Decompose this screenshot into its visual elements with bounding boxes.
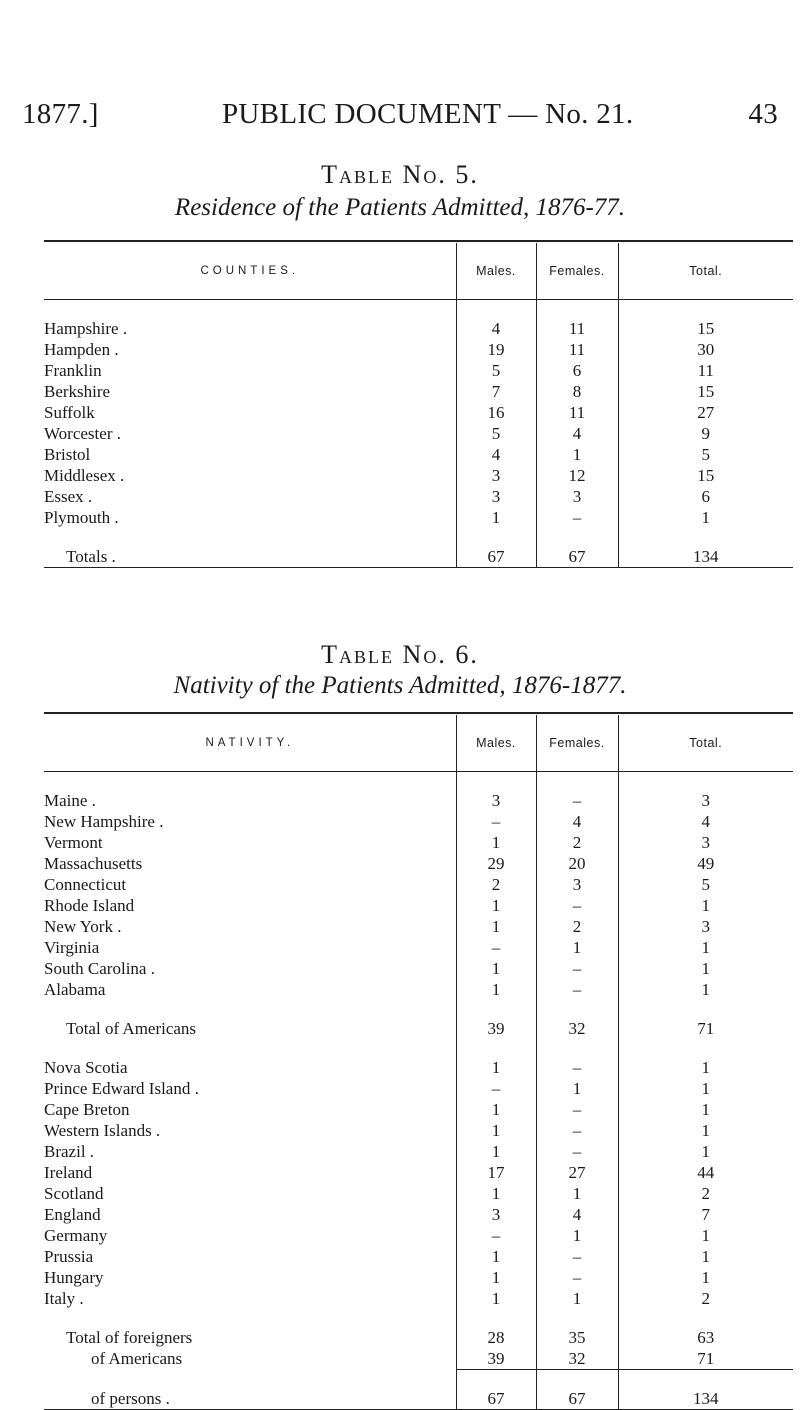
table-row	[44, 402, 793, 423]
row-label: Prussia	[44, 1247, 94, 1266]
row-label: Essex .	[44, 487, 93, 506]
total-value: 44	[618, 1162, 793, 1183]
row-label: Total of foreigners	[66, 1328, 193, 1347]
females-value: 20	[536, 853, 618, 874]
total-value: 1	[618, 1099, 793, 1120]
row-label: South Carolina .	[44, 959, 155, 978]
table5	[44, 243, 793, 568]
total-value: 5	[618, 874, 793, 895]
table-row	[44, 423, 793, 444]
males-value: 5	[456, 423, 536, 444]
row-label: Rhode Island	[44, 896, 135, 915]
total-value: 1	[618, 507, 793, 528]
total-value: 1	[618, 1141, 793, 1162]
males-value: 3	[456, 486, 536, 507]
females-value: –	[536, 1267, 618, 1288]
males-value: 67	[456, 546, 536, 568]
row-label: Italy .	[44, 1289, 84, 1308]
males-value: 1	[456, 916, 536, 937]
table-row	[44, 1246, 793, 1267]
row-label: of persons .	[44, 1388, 456, 1410]
males-value: 1	[456, 1141, 536, 1162]
males-value: 1	[456, 958, 536, 979]
total-value: 134	[618, 1388, 793, 1410]
table-row	[44, 465, 793, 486]
total-value: 7	[618, 1204, 793, 1225]
table-row	[44, 790, 793, 811]
row-label: Worcester .	[44, 424, 121, 443]
females-value: 11	[536, 318, 618, 339]
column-header-total: Total.	[618, 243, 793, 300]
table-row	[44, 1141, 793, 1162]
males-value: 1	[456, 1057, 536, 1078]
row-label: Suffolk	[44, 403, 95, 422]
females-value: 4	[536, 1204, 618, 1225]
row-label: Western Islands .	[44, 1121, 161, 1140]
table-row	[44, 360, 793, 381]
females-value: –	[536, 1120, 618, 1141]
males-value: 19	[456, 339, 536, 360]
females-value: 1	[536, 1288, 618, 1309]
row-label: of Americans	[91, 1349, 183, 1369]
females-value: 2	[536, 916, 618, 937]
of-americans-row	[44, 1348, 793, 1370]
row-label: Brazil .	[44, 1142, 95, 1161]
females-value: 67	[536, 1388, 618, 1410]
males-value: 5	[456, 360, 536, 381]
total-value: 2	[618, 1183, 793, 1204]
females-value: 6	[536, 360, 618, 381]
males-value: 28	[456, 1327, 536, 1348]
males-value: 1	[456, 1246, 536, 1267]
males-value: 17	[456, 1162, 536, 1183]
table-row	[44, 853, 793, 874]
males-value: –	[456, 811, 536, 832]
total-value: 27	[618, 402, 793, 423]
table-row	[44, 874, 793, 895]
total-foreigners-row	[44, 1327, 793, 1348]
table5-subtitle: Residence of the Patients Admitted, 1876-77.	[174, 194, 626, 221]
females-value: 1	[536, 937, 618, 958]
row-label: Middlesex .	[44, 466, 125, 485]
row-label: Massachusetts	[44, 854, 143, 873]
of-persons-row	[44, 1388, 793, 1410]
table5-totals-row	[44, 546, 793, 568]
males-value: –	[456, 1225, 536, 1246]
males-value: 1	[456, 1099, 536, 1120]
table-row	[44, 832, 793, 853]
males-value: 1	[456, 1288, 536, 1309]
header-document-title: PUBLIC DOCUMENT — No. 21.	[222, 98, 634, 130]
table-row	[44, 958, 793, 979]
table-row	[44, 1204, 793, 1225]
row-label: Nova Scotia	[44, 1058, 128, 1077]
females-value: 8	[536, 381, 618, 402]
row-label: Total of Americans	[66, 1019, 197, 1038]
females-value: –	[536, 1099, 618, 1120]
total-value: 1	[618, 1120, 793, 1141]
table-row	[44, 937, 793, 958]
females-value: 67	[536, 546, 618, 568]
females-value: –	[536, 1246, 618, 1267]
table-row	[44, 507, 793, 528]
total-value: 11	[618, 360, 793, 381]
row-label: New Hampshire .	[44, 812, 164, 831]
males-value: 7	[456, 381, 536, 402]
males-value: 2	[456, 874, 536, 895]
row-label: Hungary	[44, 1268, 104, 1287]
table-row	[44, 1267, 793, 1288]
row-label: Vermont	[44, 833, 103, 852]
females-value: 1	[536, 1183, 618, 1204]
total-value: 49	[618, 853, 793, 874]
females-value: 4	[536, 811, 618, 832]
column-header-total: Total.	[618, 715, 793, 772]
males-value: 1	[456, 979, 536, 1000]
males-value: –	[456, 937, 536, 958]
table-row	[44, 1057, 793, 1078]
total-value: 2	[618, 1288, 793, 1309]
females-value: 3	[536, 486, 618, 507]
males-value: 1	[456, 507, 536, 528]
total-value: 1	[618, 1078, 793, 1099]
total-value: 15	[618, 318, 793, 339]
table-row	[44, 811, 793, 832]
row-label: Virginia	[44, 938, 100, 957]
row-label: Hampshire .	[44, 319, 128, 338]
table5-header-row	[44, 243, 793, 300]
total-value: 3	[618, 790, 793, 811]
females-value: 1	[536, 1225, 618, 1246]
males-value: 67	[456, 1388, 536, 1410]
total-americans-row	[44, 1018, 793, 1039]
females-value: 2	[536, 832, 618, 853]
males-value: 3	[456, 1204, 536, 1225]
header-page-number: 43	[748, 98, 778, 130]
total-value: 71	[618, 1348, 793, 1370]
total-value: 1	[618, 979, 793, 1000]
males-value: 16	[456, 402, 536, 423]
table-row	[44, 318, 793, 339]
males-value: –	[456, 1078, 536, 1099]
females-value: 35	[536, 1327, 618, 1348]
total-value: 63	[618, 1327, 793, 1348]
males-value: 1	[456, 1183, 536, 1204]
column-header-males: Males.	[456, 715, 536, 772]
table-row	[44, 339, 793, 360]
total-value: 15	[618, 381, 793, 402]
row-label: Plymouth .	[44, 508, 119, 527]
row-label: Hampden .	[44, 340, 119, 359]
total-value: 15	[618, 465, 793, 486]
males-value: 1	[456, 1267, 536, 1288]
total-value: 1	[618, 1225, 793, 1246]
males-value: 39	[456, 1348, 536, 1370]
column-header-counties: COUNTIES.	[44, 243, 456, 300]
table-row	[44, 486, 793, 507]
total-value: 1	[618, 937, 793, 958]
females-value: 11	[536, 402, 618, 423]
males-value: 3	[456, 465, 536, 486]
females-value: –	[536, 979, 618, 1000]
table-row	[44, 381, 793, 402]
row-label: Totals .	[44, 546, 456, 568]
total-value: 30	[618, 339, 793, 360]
table-row	[44, 916, 793, 937]
males-value: 4	[456, 444, 536, 465]
column-header-females: Females.	[536, 715, 618, 772]
females-value: 12	[536, 465, 618, 486]
total-value: 9	[618, 423, 793, 444]
row-label: Scotland	[44, 1184, 104, 1203]
table6	[44, 715, 793, 1410]
males-value: 1	[456, 832, 536, 853]
total-value: 5	[618, 444, 793, 465]
header-year: 1877.]	[22, 98, 99, 130]
females-value: 1	[536, 444, 618, 465]
row-label: Connecticut	[44, 875, 127, 894]
table5-top-rule	[44, 240, 793, 242]
total-value: 1	[618, 958, 793, 979]
row-label: England	[44, 1205, 101, 1224]
table6-title: Table No. 6.	[321, 640, 479, 669]
table-row	[44, 1099, 793, 1120]
row-label: Franklin	[44, 361, 102, 380]
column-header-females: Females.	[536, 243, 618, 300]
total-value: 4	[618, 811, 793, 832]
females-value: 32	[536, 1348, 618, 1370]
table-row	[44, 1120, 793, 1141]
row-label: Cape Breton	[44, 1100, 130, 1119]
females-value: –	[536, 507, 618, 528]
total-value: 1	[618, 1246, 793, 1267]
row-label: Germany	[44, 1226, 108, 1245]
row-label: Alabama	[44, 980, 106, 999]
females-value: 32	[536, 1018, 618, 1039]
males-value: 3	[456, 790, 536, 811]
table-row	[44, 1078, 793, 1099]
females-value: –	[536, 1141, 618, 1162]
row-label: Ireland	[44, 1163, 93, 1182]
total-value: 134	[618, 546, 793, 568]
females-value: 11	[536, 339, 618, 360]
females-value: –	[536, 790, 618, 811]
column-header-males: Males.	[456, 243, 536, 300]
males-value: 39	[456, 1018, 536, 1039]
total-value: 3	[618, 916, 793, 937]
table6-top-rule	[44, 712, 793, 714]
males-value: 4	[456, 318, 536, 339]
row-label: Berkshire	[44, 382, 111, 401]
total-value: 3	[618, 832, 793, 853]
males-value: 29	[456, 853, 536, 874]
females-value: 3	[536, 874, 618, 895]
table-row	[44, 1162, 793, 1183]
females-value: –	[536, 958, 618, 979]
table6-subtitle: Nativity of the Patients Admitted, 1876-1877.	[173, 672, 627, 699]
column-header-nativity: NATIVITY.	[44, 715, 456, 772]
males-value: 1	[456, 895, 536, 916]
table5-title: Table No. 5.	[321, 160, 479, 189]
row-label: Bristol	[44, 445, 91, 464]
table-row	[44, 1183, 793, 1204]
total-value: 1	[618, 1267, 793, 1288]
table6-header-row	[44, 715, 793, 772]
table-row	[44, 444, 793, 465]
total-value: 71	[618, 1018, 793, 1039]
females-value: –	[536, 895, 618, 916]
total-value: 1	[618, 1057, 793, 1078]
row-label: New York .	[44, 917, 122, 936]
table-row	[44, 1225, 793, 1246]
females-value: 4	[536, 423, 618, 444]
females-value: 27	[536, 1162, 618, 1183]
row-label: Prince Edward Island .	[44, 1079, 199, 1098]
females-value: 1	[536, 1078, 618, 1099]
males-value: 1	[456, 1120, 536, 1141]
page-header	[22, 98, 778, 138]
table-row	[44, 895, 793, 916]
total-value: 1	[618, 895, 793, 916]
table-row	[44, 979, 793, 1000]
females-value: –	[536, 1057, 618, 1078]
row-label: Maine .	[44, 791, 96, 810]
table-row	[44, 1288, 793, 1309]
total-value: 6	[618, 486, 793, 507]
